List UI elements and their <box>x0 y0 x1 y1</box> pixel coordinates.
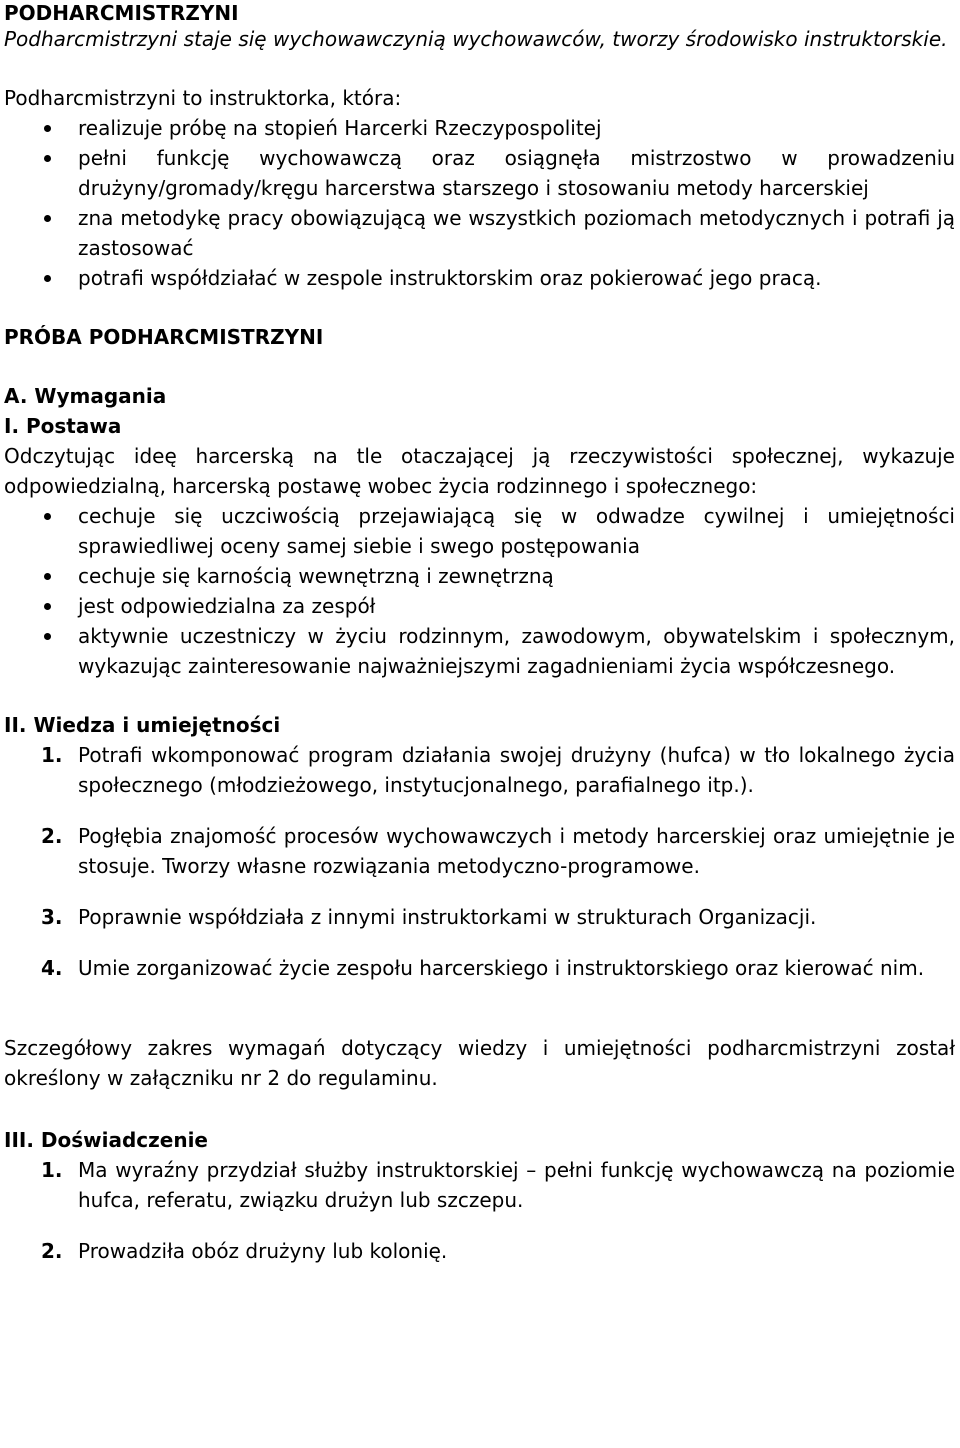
spacer <box>4 53 955 83</box>
item-number: 4. <box>41 956 63 980</box>
section-a-heading: A. Wymagania <box>4 384 167 408</box>
wiedza-heading: II. Wiedza i umiejętności <box>4 713 281 737</box>
bullet-icon <box>44 125 51 132</box>
item-number: 2. <box>41 1239 63 1263</box>
list-item: 2. Prowadziła obóz drużyny lub kolonię. <box>4 1236 955 1266</box>
doswiadczenie-list <box>4 1155 955 1266</box>
list-item: 1. Potrafi wkomponować program działania swojej drużyny (hufca) w tło lokalnego życia społecznego (młodzieżowego, instytucjonalnego, parafialnego itp.). <box>4 740 955 800</box>
wiedza-note: Szczegółowy zakres wymagań dotyczący wiedzy i umiejętności podharcmistrzyni został określony w załączniku nr 2 do regulaminu. <box>4 1036 955 1090</box>
list-item: zna metodykę pracy obowiązującą we wszystkich poziomach metodycznych i potrafi ją zastosować <box>4 203 955 263</box>
list-item: 1. Ma wyraźny przydział służby instruktorskiej – pełni funkcję wychowawczą na poziomie hufca, referatu, związku drużyn lub szczepu. <box>4 1155 955 1215</box>
list-item: potrafi współdziałać w zespole instruktorskim oraz pokierować jego pracą. <box>4 263 955 293</box>
item-number: 1. <box>41 1158 63 1182</box>
bullet-icon <box>44 275 51 282</box>
wiedza-list <box>4 740 955 983</box>
item-number: 3. <box>41 905 63 929</box>
postawa-lead: Odczytując ideę harcerską na tle otaczającej ją rzeczywistości społecznej, wykazuje odpowiedzialną, harcerską postawę wobec życia rodzinnego i społecznego: <box>4 444 955 498</box>
doswiadczenie-heading: III. Doświadczenie <box>4 1128 208 1152</box>
bullet-icon <box>44 155 51 162</box>
item-number: 1. <box>41 743 63 767</box>
list-item: jest odpowiedzialna za zespół <box>4 591 955 621</box>
list-item: 3. Poprawnie współdziała z innymi instruktorkami w strukturach Organizacji. <box>4 902 955 932</box>
bullet-icon <box>44 215 51 222</box>
postawa-heading: I. Postawa <box>4 414 122 438</box>
bullet-icon <box>44 633 51 640</box>
document-title: PODHARCMISTRZYNI <box>4 1 239 25</box>
list-item: 2. Pogłębia znajomość procesów wychowawczych i metody harcerskiej oraz umiejętnie je stosuje. Tworzy własne rozwiązania metodyczno-programowe. <box>4 821 955 881</box>
bullet-icon <box>44 603 51 610</box>
list-item: aktywnie uczestniczy w życiu rodzinnym, zawodowym, obywatelskim i społecznym, wykazując zainteresowanie najważniejszymi zagadnieniami życia współczesnego. <box>4 621 955 681</box>
list-item: cechuje się karnością wewnętrzną i zewnętrzną <box>4 561 955 591</box>
bullet-icon <box>44 513 51 520</box>
item-number: 2. <box>41 824 63 848</box>
definition-lead: Podharcmistrzyni to instruktorka, która: <box>4 86 402 110</box>
list-item: cechuje się uczciwością przejawiającą się w odwadze cywilnej i umiejętności sprawiedliwej oceny samej siebie i swego postępowania <box>4 501 955 561</box>
bullet-icon <box>44 573 51 580</box>
proba-title: PRÓBA PODHARCMISTRZYNI <box>4 325 324 349</box>
definition-list <box>4 113 955 293</box>
list-item: 4. Umie zorganizować życie zespołu harcerskiego i instruktorskiego oraz kierować nim. <box>4 953 955 983</box>
list-item: pełni funkcję wychowawczą oraz osiągnęła mistrzostwo w prowadzeniu drużyny/gromady/kręgu harcerstwa starszego i stosowaniu metody harcerskiej <box>4 143 955 203</box>
document-subtitle: Podharcmistrzyni staje się wychowawczynią wychowawców, tworzy środowisko instruktorskie. <box>4 27 948 51</box>
postawa-list <box>4 501 955 681</box>
list-item: realizuje próbę na stopień Harcerki Rzeczypospolitej <box>4 113 955 143</box>
